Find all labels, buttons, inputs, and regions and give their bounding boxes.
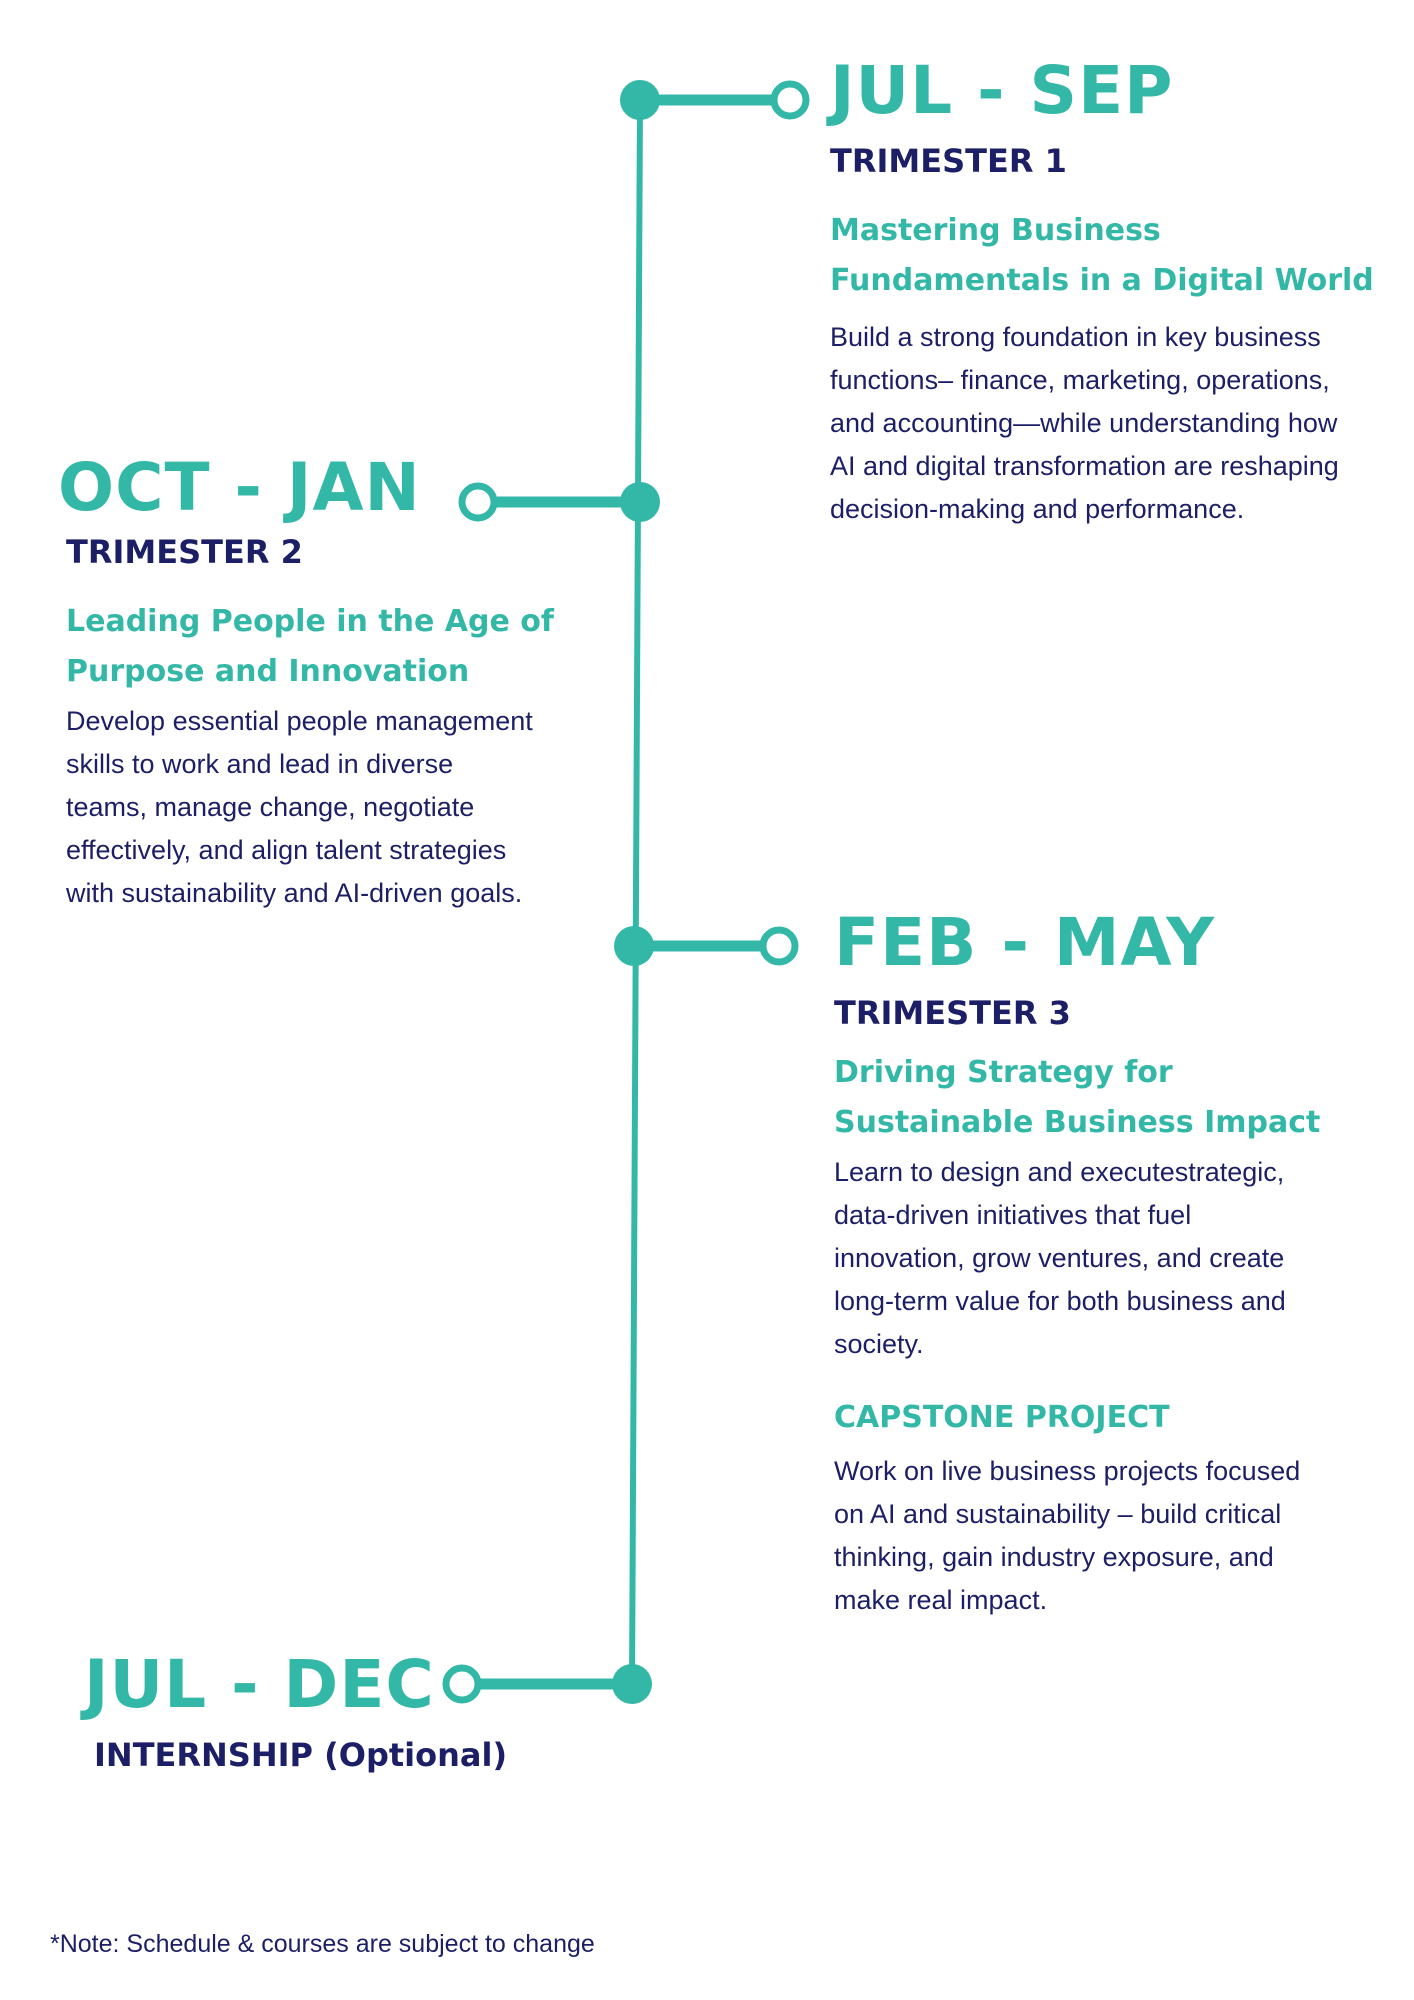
period-label: OCT - JAN (58, 449, 421, 526)
course-title (66, 597, 578, 697)
course-title-line: Purpose and Innovation (66, 654, 470, 690)
course-description (66, 700, 578, 915)
milestone-ring-1 (774, 84, 806, 116)
description-line: decision-making and performance. (830, 494, 1245, 525)
description-line: make real impact. (834, 1585, 1048, 1616)
milestone-ring-3 (763, 930, 795, 962)
description-line: Learn to design and executestrategic, (834, 1157, 1285, 1188)
period-label: FEB - MAY (834, 904, 1216, 981)
description-line: data-driven initiatives that fuel (834, 1200, 1192, 1231)
term-label: INTERNSHIP (Optional) (94, 1736, 508, 1774)
course-description (830, 316, 1390, 531)
period-label: JUL - DEC (84, 1646, 435, 1723)
milestone-internship (84, 1646, 584, 1774)
description-line: AI and digital transformation are reshaping (830, 451, 1339, 482)
milestone-trimester-2 (58, 449, 578, 915)
footnote: *Note: Schedule & courses are subject to change (50, 1930, 595, 1958)
description-line: effectively, and align talent strategies (66, 835, 507, 866)
description-line: society. (834, 1329, 924, 1360)
description-line: functions– finance, marketing, operations, (830, 365, 1330, 396)
course-title (830, 206, 1390, 306)
milestone-trimester-1 (830, 52, 1390, 531)
description-line: with sustainability and AI-driven goals. (66, 878, 523, 909)
description-line: and accounting—while understanding how (830, 408, 1338, 439)
description-line: Build a strong foundation in key business (830, 322, 1321, 353)
term-label: TRIMESTER 2 (66, 533, 303, 571)
course-title-line: Sustainable Business Impact (834, 1105, 1321, 1141)
course-title-line: Leading People in the Age of (66, 604, 554, 640)
term-label: TRIMESTER 1 (830, 142, 1067, 180)
milestone-dot-1 (620, 80, 660, 120)
description-line: teams, manage change, negotiate (66, 792, 475, 823)
course-title-line: Mastering Business (830, 213, 1161, 249)
term-label: TRIMESTER 3 (834, 994, 1071, 1032)
description-line: innovation, grow ventures, and create (834, 1243, 1285, 1274)
description-line: on AI and sustainability – build critical (834, 1499, 1282, 1530)
milestone-trimester-3 (834, 904, 1394, 1622)
description-line: skills to work and lead in diverse (66, 749, 454, 780)
description-line: long-term value for both business and (834, 1286, 1286, 1317)
description-line: Develop essential people management (66, 706, 533, 737)
milestone-dot-3 (614, 926, 654, 966)
course-description (834, 1151, 1394, 1366)
course-title (834, 1048, 1394, 1148)
description-line: Work on live business projects focused (834, 1456, 1301, 1487)
milestone-dot-2 (620, 482, 660, 522)
course-title-line: Fundamentals in a Digital World (830, 263, 1374, 299)
course-title-line: Driving Strategy for (834, 1055, 1173, 1091)
capstone-description (834, 1450, 1394, 1622)
timeline-spine (632, 100, 640, 1688)
capstone-title: CAPSTONE PROJECT (834, 1400, 1170, 1436)
milestone-dot-4 (612, 1664, 652, 1704)
period-label: JUL - SEP (830, 52, 1174, 129)
description-line: thinking, gain industry exposure, and (834, 1542, 1274, 1573)
